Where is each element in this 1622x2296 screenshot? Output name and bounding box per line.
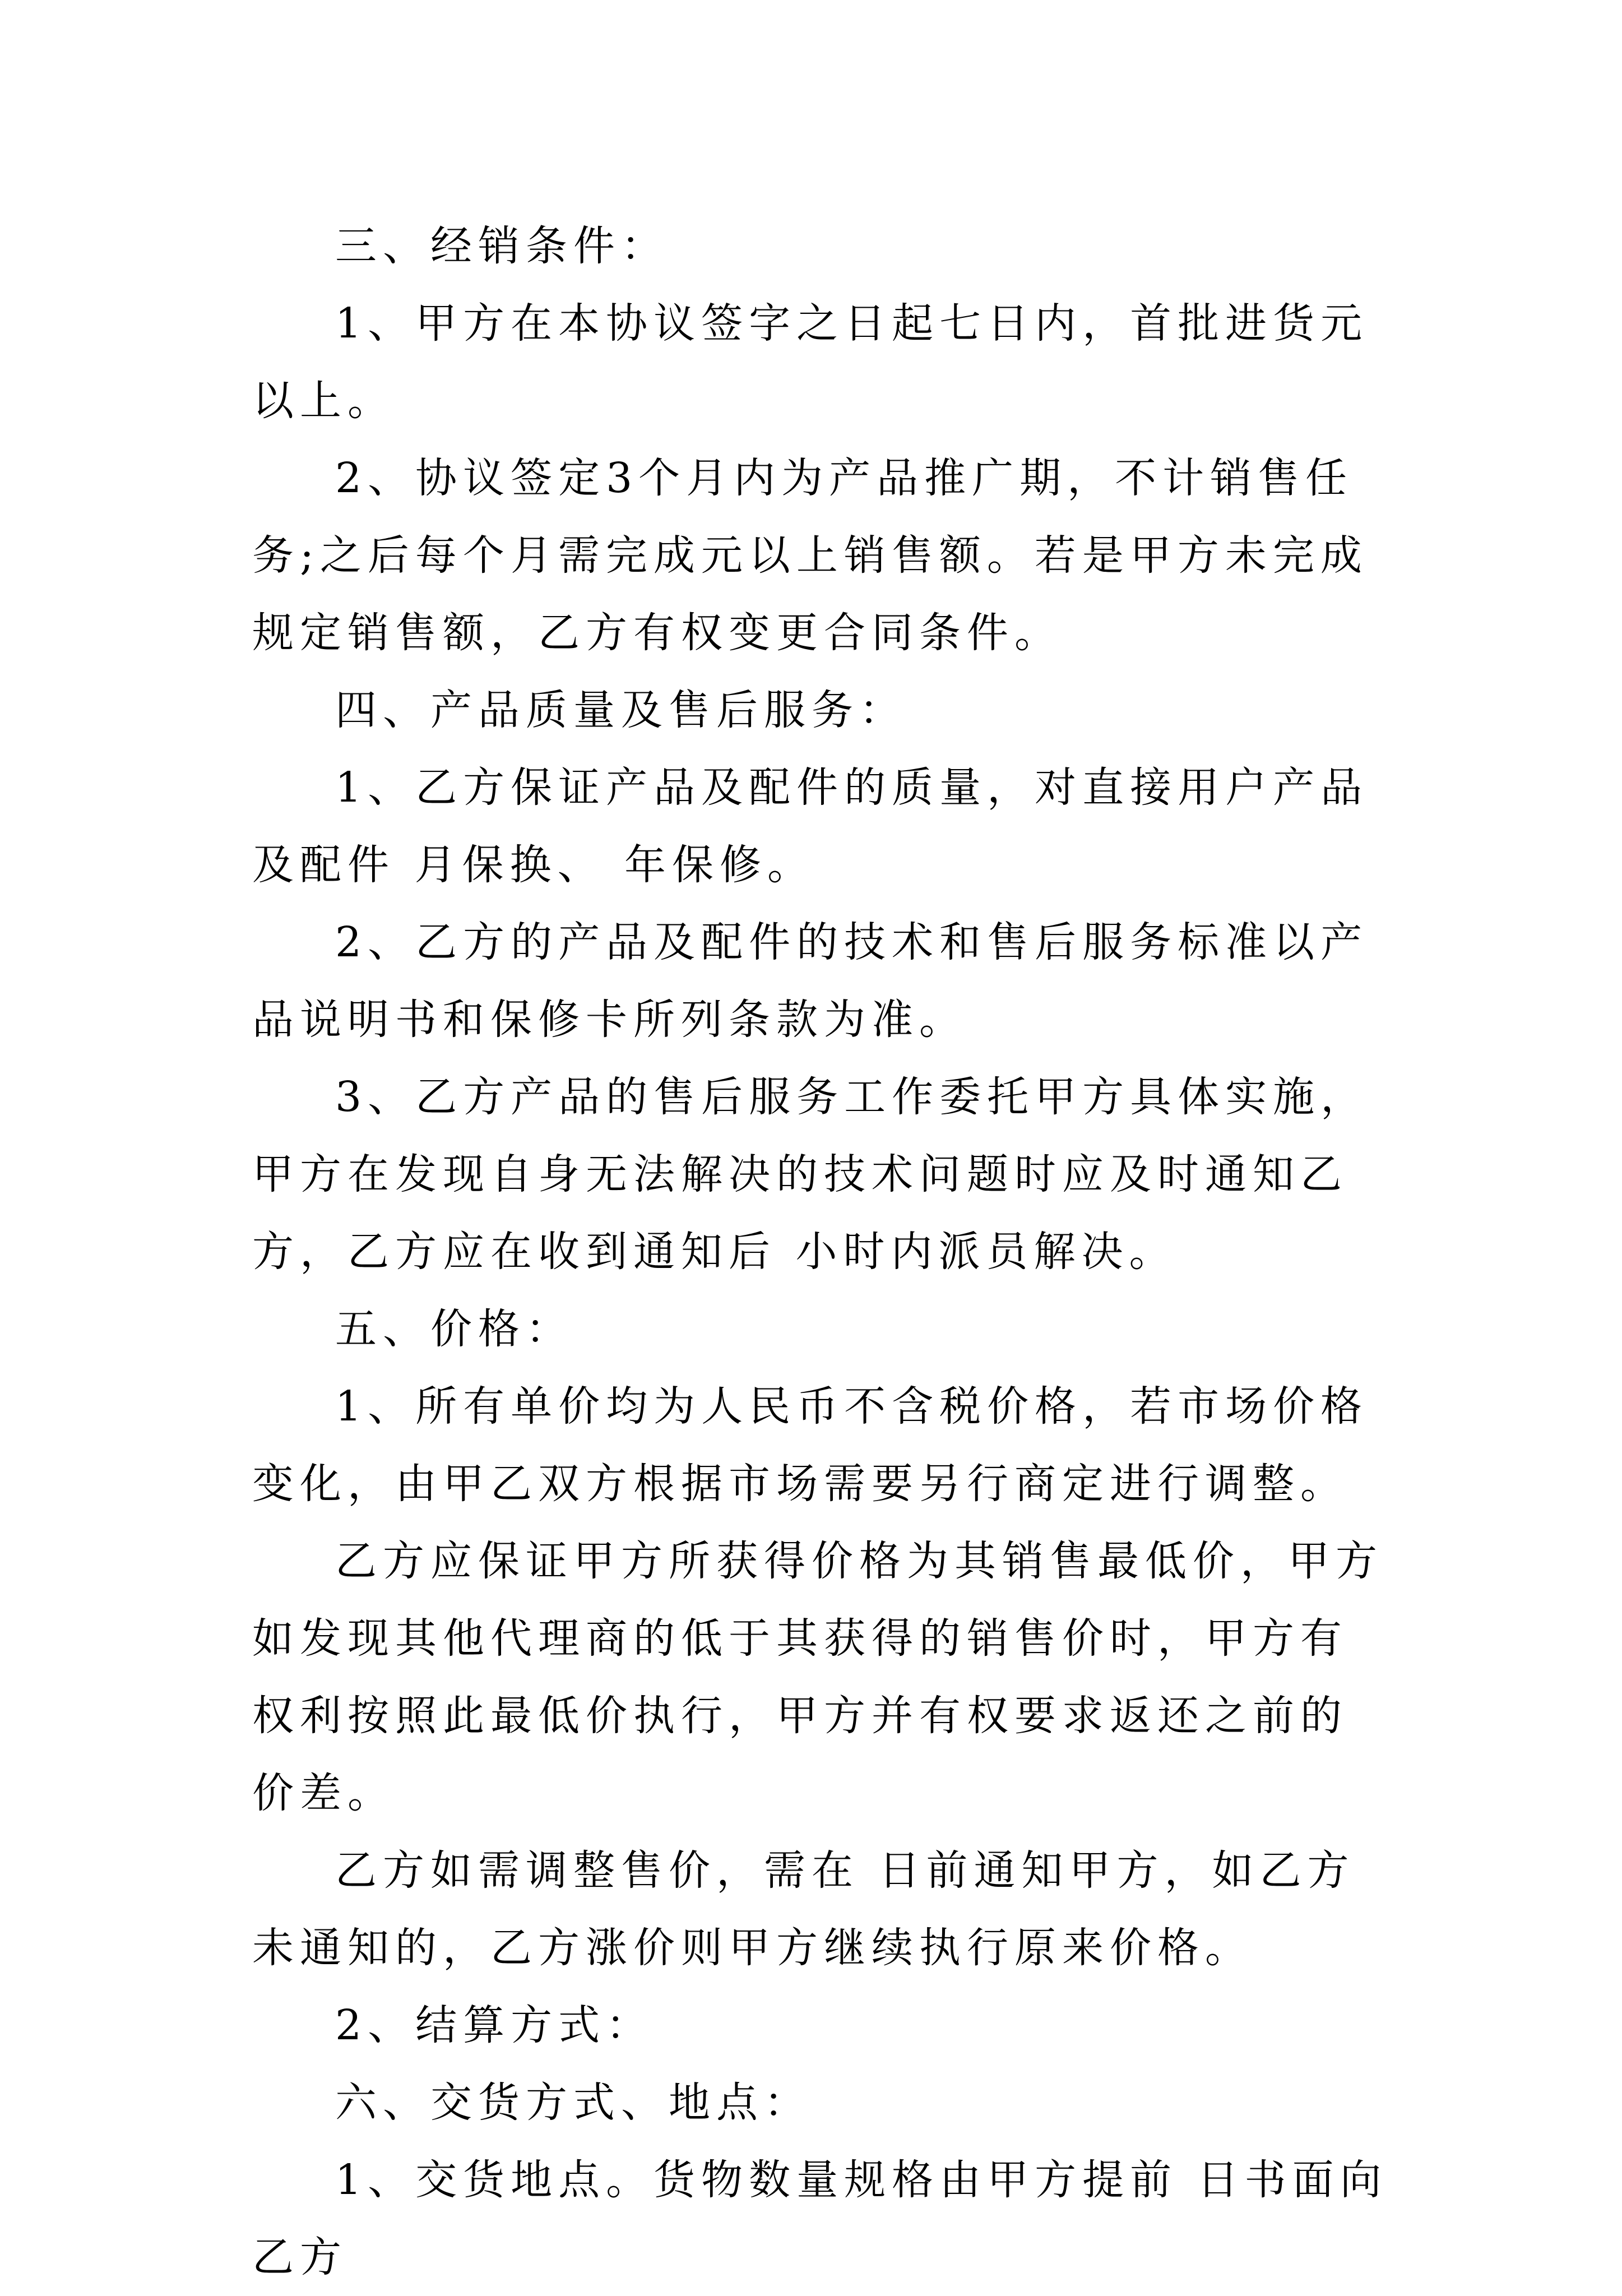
clause-paragraph: 1、甲方在本协议签字之日起七日内，首批进货元以上。 xyxy=(252,299,1369,425)
clause-paragraph: 2、协议签定3个月内为产品推广期，不计销售任务;之后每个月需完成元以上销售额。若是甲方未完成规定销售额，乙方有权变更合同条件。 xyxy=(252,454,1368,657)
section-heading-delivery: 六、交货方式、地点： xyxy=(335,2079,812,2127)
clause-paragraph: 乙方如需调整售价，需在 日前通知甲方，如乙方未通知的，乙方涨价则甲方继续执行原来价格。 xyxy=(252,1846,1355,1972)
section-heading-quality-service: 四、产品质量及售后服务： xyxy=(335,686,907,734)
clause-paragraph: 乙方应保证甲方所获得价格为其销售最低价，甲方如发现其他代理商的低于其获得的销售价时，甲方有权利按照此最低价执行，甲方并有权要求返还之前的价差。 xyxy=(252,1537,1383,1817)
clause-paragraph: 3、乙方产品的售后服务工作委托甲方具体实施，甲方在发现自身无法解决的技术问题时应及时通知乙方，乙方应在收到通知后 小时内派员解决。 xyxy=(252,1073,1369,1276)
document-body xyxy=(252,207,1390,2296)
section-heading-price: 五、价格： xyxy=(335,1305,573,1353)
clause-paragraph: 1、所有单价均为人民币不含税价格，若市场价格变化，由甲乙双方根据市场需要另行商定进行调整。 xyxy=(252,1382,1369,1508)
clause-paragraph: 1、乙方保证产品及配件的质量，对直接用户产品及配件 月保换、 年保修。 xyxy=(252,763,1369,889)
section-heading-distribution-terms: 三、经销条件： xyxy=(335,222,669,270)
clause-paragraph: 2、结算方式： xyxy=(335,2001,654,2049)
clause-paragraph: 1、交货地点。货物数量规格由甲方提前 日书面向乙方 xyxy=(252,2156,1388,2281)
clause-paragraph: 2、乙方的产品及配件的技术和售后服务标准以产品说明书和保修卡所列条款为准。 xyxy=(252,918,1369,1044)
